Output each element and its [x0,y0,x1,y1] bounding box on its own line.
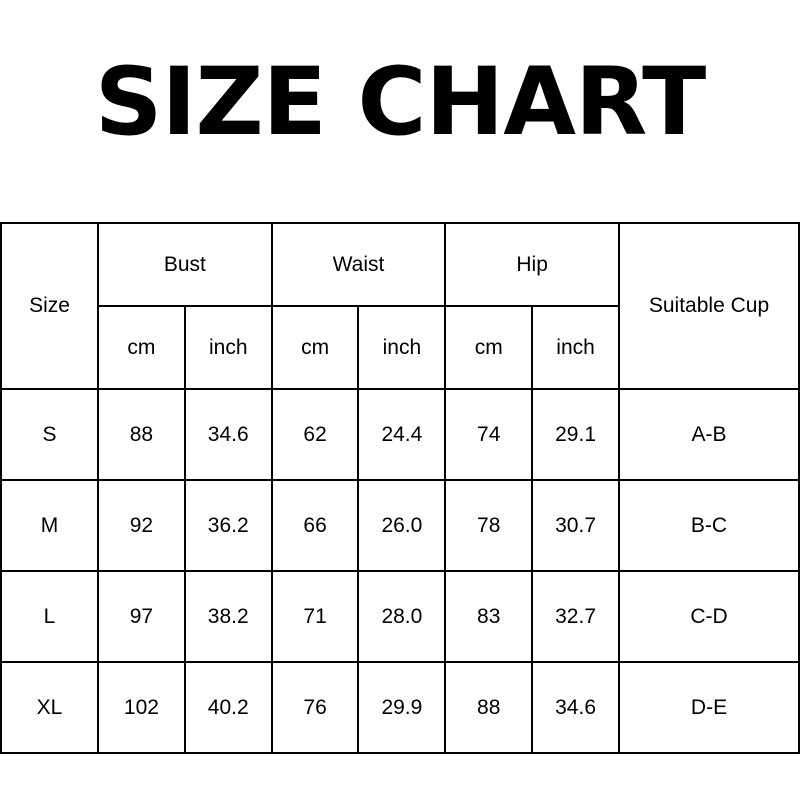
cell-hip-inch: 30.7 [532,480,619,571]
header-waist: Waist [272,223,446,306]
cell-waist-inch: 29.9 [358,662,445,753]
table-row [1,662,799,753]
cell-hip-inch: 34.6 [532,662,619,753]
cell-bust-inch: 34.6 [185,389,272,480]
cell-bust-cm: 102 [98,662,185,753]
header-bust-cm: cm [98,306,185,389]
cell-cup: A-B [619,389,799,480]
cell-waist-inch: 24.4 [358,389,445,480]
cell-size: M [1,480,98,571]
header-bust-inch: inch [185,306,272,389]
header-hip-inch: inch [532,306,619,389]
header-hip-cm: cm [445,306,532,389]
cell-size: XL [1,662,98,753]
table-header-row-groups [1,223,799,306]
cell-cup: B-C [619,480,799,571]
size-chart-table [0,222,800,754]
cell-cup: C-D [619,571,799,662]
cell-bust-inch: 40.2 [185,662,272,753]
cell-bust-cm: 97 [98,571,185,662]
size-chart-table-container [0,222,800,754]
cell-waist-cm: 62 [272,389,359,480]
cell-cup: D-E [619,662,799,753]
cell-hip-inch: 29.1 [532,389,619,480]
cell-hip-inch: 32.7 [532,571,619,662]
cell-bust-cm: 92 [98,480,185,571]
cell-waist-cm: 76 [272,662,359,753]
page-title: SIZE CHART [94,48,706,157]
cell-waist-inch: 28.0 [358,571,445,662]
cell-waist-cm: 71 [272,571,359,662]
cell-bust-inch: 38.2 [185,571,272,662]
table-row [1,571,799,662]
cell-hip-cm: 78 [445,480,532,571]
table-row [1,389,799,480]
cell-hip-cm: 74 [445,389,532,480]
table-row [1,480,799,571]
header-waist-cm: cm [272,306,359,389]
cell-waist-cm: 66 [272,480,359,571]
cell-size: S [1,389,98,480]
header-size: Size [1,223,98,389]
header-bust: Bust [98,223,272,306]
cell-hip-cm: 88 [445,662,532,753]
cell-hip-cm: 83 [445,571,532,662]
cell-size: L [1,571,98,662]
header-waist-inch: inch [358,306,445,389]
cell-bust-cm: 88 [98,389,185,480]
header-hip: Hip [445,223,619,306]
header-suitable-cup: Suitable Cup [619,223,799,389]
cell-bust-inch: 36.2 [185,480,272,571]
cell-waist-inch: 26.0 [358,480,445,571]
